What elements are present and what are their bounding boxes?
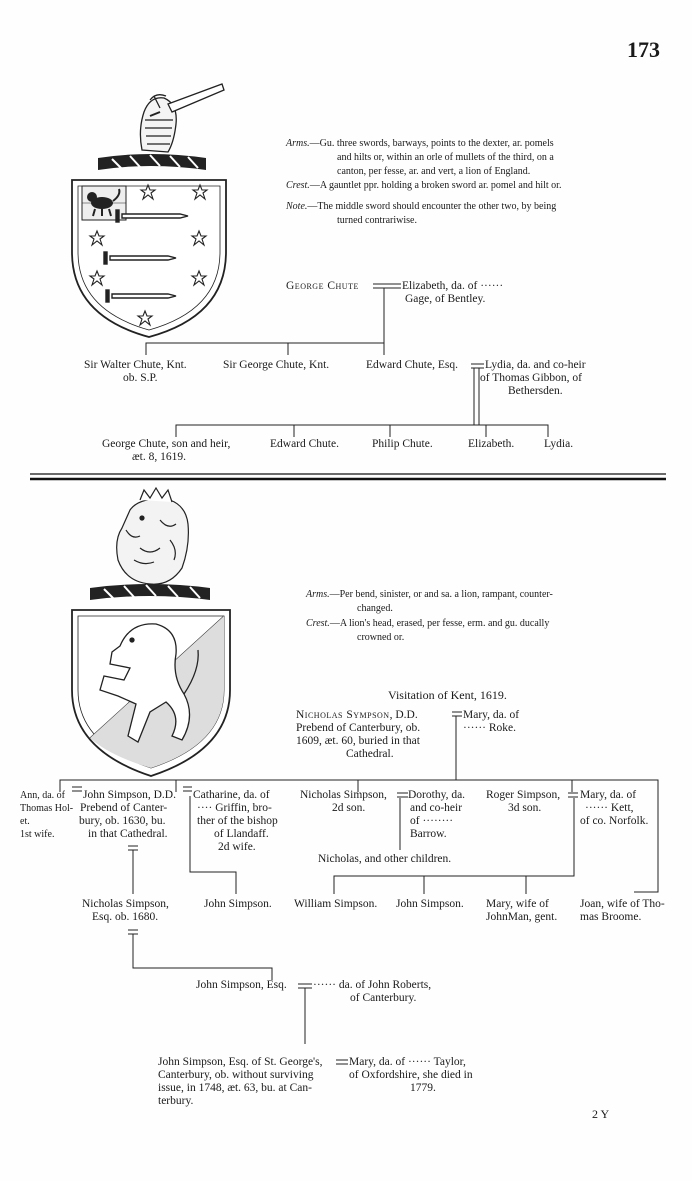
chute-arms-line-3: canton, per fesse, ar. and vert, a lion of England.	[337, 166, 531, 177]
simpson-crest-lion-head	[90, 488, 210, 600]
nicholas-simpson-2d-2: 2d son.	[332, 802, 366, 814]
john-simpson-stgeorge-3: issue, in 1748, æt. 63, bu. at Can-	[158, 1082, 312, 1094]
john-simpson-dd-3: bury, ob. 1630, bu.	[79, 815, 166, 827]
john-simpson-dd-1: John Simpson, D.D.	[83, 789, 176, 801]
dorothy-barrow-4: Barrow.	[410, 828, 447, 840]
roger-simpson-2: 3d son.	[508, 802, 542, 814]
simpson-arms-text-1: —Per bend, sinister, or and sa. a lion, rampant, counter-	[329, 589, 553, 600]
ann-holt-2: Thomas Hol-	[20, 803, 74, 814]
chute-arms-line-2: and hilts or, within an orle of mullets of the third, on a	[337, 152, 554, 163]
nicholas-simpson-2d-1: Nicholas Simpson,	[300, 789, 387, 801]
mary-roke-1: Mary, da. of	[463, 709, 520, 721]
nicholas-and-others: Nicholas, and other children.	[318, 853, 452, 865]
mary-taylor-2: of Oxfordshire, she died in	[349, 1069, 473, 1081]
ann-holt-3: et.	[20, 816, 30, 827]
gauntlet-icon	[140, 84, 224, 152]
edward-chute-child: Edward Chute.	[270, 438, 339, 450]
chute-shield-icon	[72, 180, 226, 337]
simpson-shield-icon	[72, 610, 230, 776]
chute-crest-line	[286, 179, 561, 192]
nicholas-sympson-dd: , D.D.	[389, 709, 418, 721]
john-simpson-esq: John Simpson, Esq.	[196, 979, 287, 991]
mary-kett-3: of co. Norfolk.	[580, 815, 649, 827]
lydia-gibbon-2: of Thomas Gibbon, of	[480, 372, 583, 384]
dorothy-barrow-2: and co-heir	[410, 802, 463, 814]
simpson-crest-line-1	[306, 617, 549, 630]
nicholas-sympson-line-2: Prebend of Canterbury, ob.	[296, 722, 421, 734]
nicholas-sympson-line-4: Cathedral.	[346, 748, 394, 760]
dorothy-barrow-3: of ········	[410, 815, 454, 827]
george-chute-heir-2: æt. 8, 1619.	[132, 451, 186, 463]
george-chute-wife-1: Elizabeth, da. of ······	[402, 280, 504, 292]
philip-chute: Philip Chute.	[372, 438, 433, 450]
simpson-arms-label: Arms.	[306, 589, 330, 600]
chute-note-line-2: turned contrariwise.	[337, 215, 417, 226]
william-simpson: William Simpson.	[294, 898, 378, 910]
catharine-griffin-3: ther of the bishop	[197, 815, 278, 827]
simpson-crest-label: Crest.	[306, 618, 330, 629]
lydia-gibbon-1: Lydia, da. and co-heir	[485, 359, 586, 371]
simpson-arms-line-1	[306, 588, 553, 601]
mary-taylor-3: 1779.	[410, 1082, 436, 1094]
roberts-2: of Canterbury.	[350, 992, 417, 1004]
george-chute-heir-1: George Chute, son and heir,	[102, 438, 231, 450]
lion-rampant-icon	[100, 624, 198, 742]
roberts-1: ······ da. of John Roberts,	[313, 979, 432, 991]
john-simpson-child-2: John Simpson.	[396, 898, 464, 910]
chute-wreath	[98, 154, 206, 170]
chute-arms-label: Arms.	[286, 138, 310, 149]
simpson-crest-line-2: crowned or.	[357, 632, 405, 643]
chute-note-text-1: —The middle sword should encounter the other two, by being	[307, 201, 557, 212]
lydia-gibbon-3: Bethersden.	[508, 385, 563, 397]
chute-arms-line-1	[286, 137, 554, 150]
roger-simpson-1: Roger Simpson,	[486, 789, 561, 801]
joan-broome-2: mas Broome.	[580, 911, 642, 923]
john-simpson-dd-2: Prebend of Canter-	[80, 802, 168, 814]
nicholas-sympson-line-3: 1609, æt. 60, buried in that	[296, 735, 420, 747]
ann-holt-1: Ann, da. of	[20, 790, 65, 801]
chute-crest-label: Crest.	[286, 180, 310, 191]
walter-chute-2: ob. S.P.	[123, 372, 158, 384]
catharine-griffin-5: 2d wife.	[218, 841, 256, 853]
john-simpson-child: John Simpson.	[204, 898, 272, 910]
nicholas-sympson-name: Nicholas Sympson	[296, 709, 390, 721]
chute-note-line-1	[286, 200, 556, 213]
nicholas-simpson-esq-1: Nicholas Simpson,	[82, 898, 169, 910]
edward-chute-esq: Edward Chute, Esq.	[366, 359, 458, 371]
mary-johnman-2: JohnMan, gent.	[486, 911, 558, 923]
chute-arms-text-1: —Gu. three swords, barways, points to the dexter, ar. pomels	[309, 138, 554, 149]
mary-johnman-1: Mary, wife of	[486, 898, 549, 910]
simpson-crest-text-1: —A lion's head, erased, per fesse, erm. and gu. ducally	[329, 618, 550, 629]
george-chute-knt: Sir George Chute, Knt.	[223, 359, 330, 371]
mary-kett-2: ······ Kett,	[585, 802, 634, 814]
elizabeth-chute: Elizabeth.	[468, 438, 515, 450]
mary-taylor-1: Mary, da. of ······ Taylor,	[349, 1056, 466, 1068]
lion-passant-icon	[87, 189, 119, 216]
walter-chute-1: Sir Walter Chute, Knt.	[84, 359, 187, 371]
simpson-arms-line-2: changed.	[357, 603, 393, 614]
catharine-griffin-2: ···· Griffin, bro-	[197, 802, 272, 814]
lion-head-icon	[117, 488, 189, 584]
lydia-chute: Lydia.	[544, 438, 574, 450]
catharine-griffin-4: of Llandaff.	[214, 828, 269, 840]
nicholas-simpson-esq-2: Esq. ob. 1680.	[92, 911, 159, 923]
chute-crest-text: —A gauntlet ppr. holding a broken sword ar. pomel and hilt or.	[309, 180, 562, 191]
signature-mark: 2 Y	[592, 1107, 610, 1121]
john-simpson-stgeorge-2: Canterbury, ob. without surviving	[158, 1069, 314, 1081]
page-number: 173	[627, 37, 660, 62]
dorothy-barrow-1: Dorothy, da.	[408, 789, 466, 801]
visitation-heading: Visitation of Kent, 1619.	[388, 688, 507, 702]
chute-note-label: Note.	[286, 201, 308, 212]
swords-icon	[104, 210, 188, 302]
john-simpson-stgeorge-4: terbury.	[158, 1095, 194, 1107]
mary-kett-1: Mary, da. of	[580, 789, 637, 801]
ann-holt-4: 1st wife.	[20, 829, 55, 840]
nicholas-sympson-line-1	[296, 709, 418, 722]
john-simpson-dd-4: in that Cathedral.	[88, 828, 168, 840]
joan-broome-1: Joan, wife of Tho-	[580, 898, 665, 910]
george-chute-wife-2: Gage, of Bentley.	[405, 293, 486, 305]
simpson-pedigree-lines	[60, 712, 658, 1064]
mullets-icon	[90, 185, 207, 325]
section-divider	[30, 474, 666, 479]
catharine-griffin-1: Catharine, da. of	[193, 789, 270, 801]
george-chute-name: George Chute	[286, 280, 359, 292]
john-simpson-stgeorge-1: John Simpson, Esq. of St. George's,	[158, 1056, 323, 1068]
mary-roke-2: ······ Roke.	[463, 722, 517, 734]
